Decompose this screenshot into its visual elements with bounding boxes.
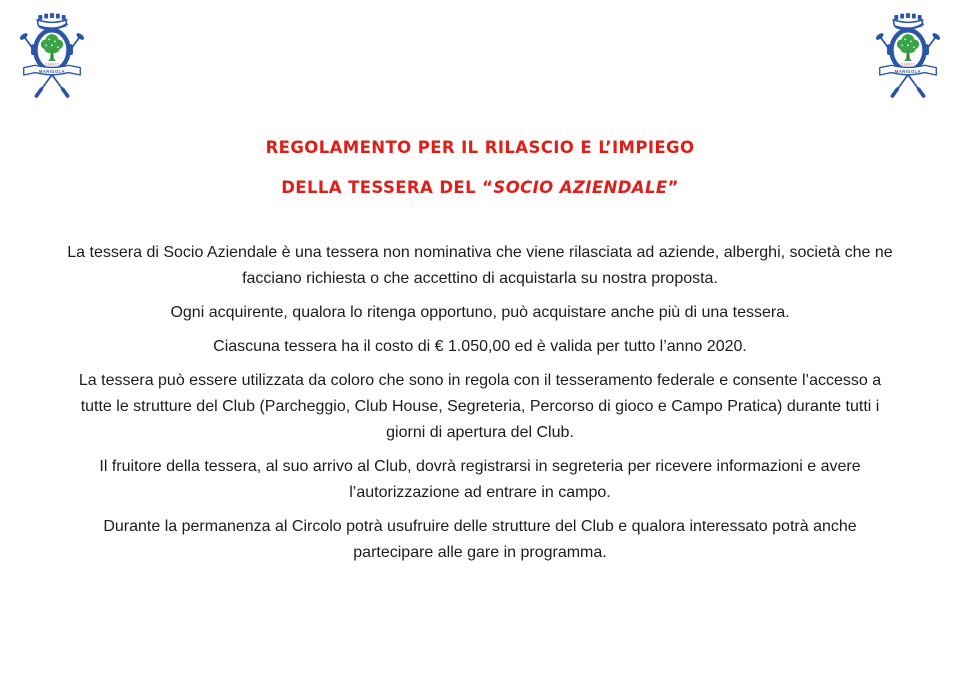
club-crest-logo-right — [869, 10, 947, 102]
golf-club-crest-icon — [869, 10, 947, 102]
document-title-line1: REGOLAMENTO PER IL RILASCIO E L’IMPIEGO — [265, 138, 695, 157]
paragraph-5: Il fruitore della tessera, al suo arrivo al Club, dovrà registrarsi in segreteria per ricevere informazioni e avere l’autorizzazione ad entrare in campo. — [99, 458, 861, 501]
logo-banner-text: MARIGOLA — [38, 68, 66, 74]
club-crest-logo-left — [13, 10, 91, 102]
document-content — [0, 138, 960, 574]
logo-cartouche-text: LERICI — [901, 62, 915, 67]
title-line2-suffix: ” — [667, 178, 679, 197]
paragraph-4: La tessera può essere utilizzata da coloro che sono in regola con il tesseramento federale e consente l’accesso a tutte le strutture del Club (Parcheggio, Club House, Segreteria, Percorso di gioco e Campo Pratica) durante tutti i giorni di apertura del Club. — [78, 372, 882, 441]
paragraph-3: Ciascuna tessera ha il costo di € 1.050,00 ed è valida per tutto l’anno 2020. — [213, 338, 747, 355]
golf-club-crest-icon — [13, 10, 91, 102]
logo-banner-text: MARIGOLA — [894, 68, 922, 74]
paragraph-2: Ogni acquirente, qualora lo ritenga opportuno, può acquistare anche più di una tessera. — [170, 304, 790, 321]
paragraph-6: Durante la permanenza al Circolo potrà usufruire delle strutture del Club e qualora interessato potrà anche partecipare alle gare in programma. — [103, 518, 857, 561]
title-line2-prefix: DELLA TESSERA DEL “ — [281, 178, 494, 197]
logo-cartouche-text: LERICI — [45, 62, 59, 67]
paragraph-1: La tessera di Socio Aziendale è una tessera non nominativa che viene rilasciata ad aziende, alberghi, società che ne facciano richiesta o che accettino di acquistarla su nostra proposta. — [67, 244, 893, 287]
title-line2-italic: SOCIO AZIENDALE — [493, 178, 668, 197]
document-title-line2 — [0, 178, 960, 198]
body-text — [62, 240, 898, 566]
